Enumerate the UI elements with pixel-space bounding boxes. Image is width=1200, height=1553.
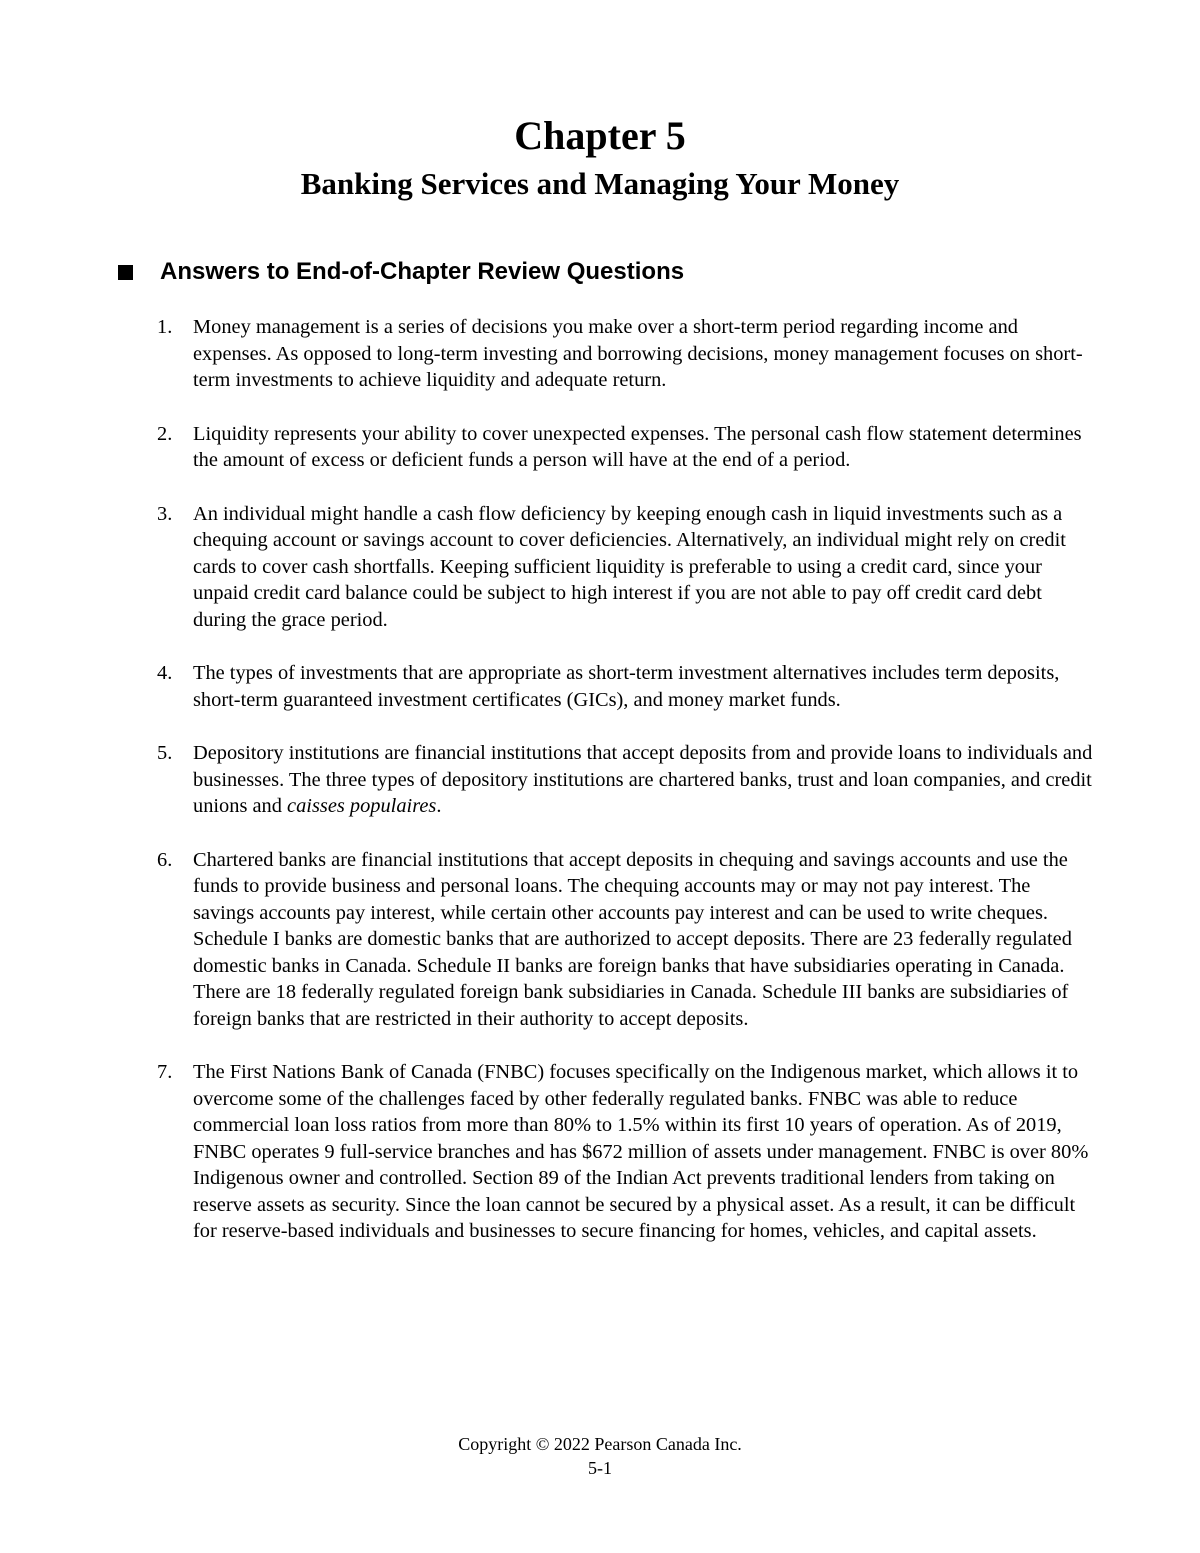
section-heading xyxy=(118,255,1078,289)
answer-number: 2. xyxy=(157,422,173,445)
answer-text xyxy=(193,740,1093,820)
answer-text: An individual might handle a cash flow deficiency by keeping enough cash in liquid investments such as a chequing account or savings account to cover deficiencies. Alternatively, an individual might rely on credit cards to cover cash shortfalls. Keeping sufficient liquidity is preferable to using a credit card, since your unpaid credit card balance could be subject to high interest if you are not able to pay off credit card debt during the grace period. xyxy=(193,502,1066,631)
square-bullet-icon xyxy=(118,265,133,280)
answer-text: Chartered banks are financial institutions that accept deposits in chequing and savings accounts and use the funds to provide business and personal loans. The chequing accounts may or may not pay interest. The savings accounts pay interest, while certain other accounts pay interest and can be used to write cheques. Schedule I banks are domestic banks that are authorized to accept deposits. There are 23 federally regulated domestic banks in Canada. Schedule II banks are foreign banks that have subsidiaries operating in Canada. There are 18 federally regulated foreign bank subsidiaries in Canada. Schedule III banks are subsidiaries of foreign banks that are restricted in their authority to accept deposits. xyxy=(193,848,1072,1030)
answer-item xyxy=(0,314,1093,394)
answer-item xyxy=(0,1059,1093,1245)
answer-number: 3. xyxy=(157,502,173,525)
answers-list xyxy=(0,314,1200,1272)
answer-text: Liquidity represents your ability to cover unexpected expenses. The personal cash flow statement determines the amount of excess or deficient funds a person will have at the end of a period. xyxy=(193,422,1082,471)
page-footer xyxy=(0,1432,1200,1480)
answer-number: 7. xyxy=(157,1061,173,1083)
answer-text-part: Depository institutions are financial institutions that accept deposits from and provide loans to individuals and businesses. The three types of depository institutions are chartered banks, trust and loan companies, and credit unions and xyxy=(193,742,1093,817)
answer-text-part: . xyxy=(436,795,442,817)
chapter-subtitle: Banking Services and Managing Your Money xyxy=(300,166,900,201)
answer-item xyxy=(0,421,1093,474)
answer-number: 6. xyxy=(157,848,173,871)
answer-number: 4. xyxy=(157,662,173,684)
answer-text: Money management is a series of decisions you make over a short-term period regarding income and expenses. As opposed to long-term investing and borrowing decisions, money management focuses on short-term investments to achieve liquidity and adequate return. xyxy=(193,316,1083,391)
page-number: 5-1 xyxy=(588,1458,612,1478)
answer-text: The First Nations Bank of Canada (FNBC) focuses specifically on the Indigenous market, which allows it to overcome some of the challenges faced by other federally regulated banks. FNBC was able to reduce commercial loan loss ratios from more than 80% to 1.5% within its first 10 years of operation. As of 2019, FNBC operates 9 full-service branches and has $672 million of assets under management. FNBC is over 80% Indigenous owner and controlled. Section 89 of the Indian Act prevents traditional lenders from taking on reserve assets as security. Since the loan cannot be secured by a physical asset. As a result, it can be difficult for reserve-based individuals and businesses to secure financing for homes, vehicles, and capital assets. xyxy=(193,1061,1089,1242)
answer-text: The types of investments that are appropriate as short-term investment alternatives includes term deposits, short-term guaranteed investment certificates (GICs), and money market funds. xyxy=(193,662,1060,711)
italic-term: caisses populaires xyxy=(287,795,437,817)
chapter-title: Chapter 5 xyxy=(514,113,686,158)
answer-number: 1. xyxy=(157,316,173,338)
answer-item xyxy=(0,501,1093,634)
answer-item xyxy=(0,847,1093,1033)
answer-item xyxy=(0,660,1093,713)
copyright-notice: Copyright © 2022 Pearson Canada Inc. xyxy=(458,1434,742,1454)
answer-number: 5. xyxy=(157,742,173,764)
answer-item xyxy=(0,740,1093,820)
section-heading-text: Answers to End-of-Chapter Review Questions xyxy=(160,258,685,285)
